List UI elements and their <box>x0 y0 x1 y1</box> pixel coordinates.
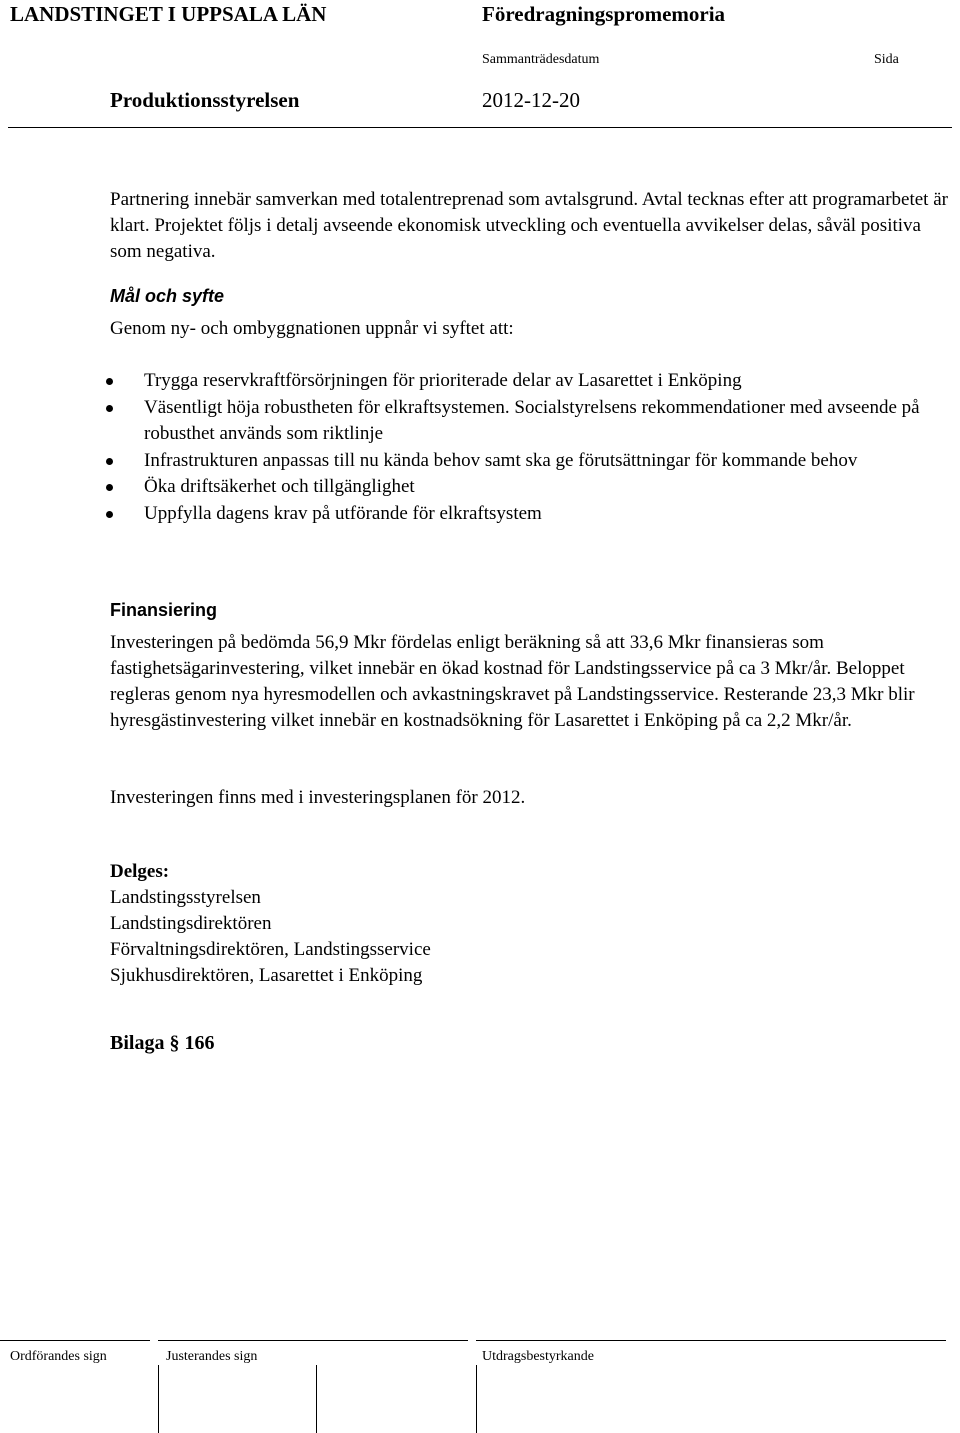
list-item <box>110 501 930 528</box>
page-label: Sida <box>874 52 899 67</box>
finance-heading: Finansiering <box>110 600 218 620</box>
footer-rule-adjuster <box>158 1340 468 1341</box>
footer-divider <box>316 1365 317 1433</box>
meeting-date-label: Sammanträdesdatum <box>482 52 600 67</box>
list-item-text: Öka driftsäkerhet och tillgänglighet <box>144 476 415 497</box>
extract-certifier-label: Utdragsbestyrkande <box>482 1349 594 1364</box>
meeting-date: 2012-12-20 <box>482 88 580 112</box>
bullet-icon <box>106 378 113 385</box>
footer-rule-chair <box>0 1340 150 1341</box>
list-item <box>110 395 930 448</box>
plan-text: Investeringen finns med i investeringsplanen för 2012. <box>110 787 526 808</box>
list-item <box>110 368 930 395</box>
goals-lead-paragraph <box>110 316 950 342</box>
bullet-icon <box>106 511 113 518</box>
adjuster-sign-label: Justerandes sign <box>166 1349 258 1364</box>
footer-rule-extract <box>476 1340 946 1341</box>
distribution-item: Landstingsstyrelsen <box>110 887 261 908</box>
attachment-reference: Bilaga § 166 <box>110 1032 215 1054</box>
chair-sign-label: Ordförandes sign <box>10 1349 107 1364</box>
distribution-item: Förvaltningsdirektören, Landstingsservice <box>110 939 431 960</box>
list-item-text: Trygga reservkraftförsörjningen för prioriterade delar av Lasarettet i Enköping <box>144 370 742 391</box>
document-type: Föredragningspromemoria <box>482 2 726 26</box>
header-divider <box>8 127 952 128</box>
list-item-text: Väsentligt höja robustheten för elkraftsystemen. Socialstyrelsens rekommendationer med avseende på robusthet används som riktlinje <box>144 396 920 444</box>
footer-divider <box>158 1365 159 1433</box>
list-item <box>110 474 930 501</box>
goals-list <box>110 368 930 527</box>
distribution-block <box>110 859 431 989</box>
bullet-icon <box>106 458 113 465</box>
bullet-icon <box>106 405 113 412</box>
list-item-text: Uppfylla dagens krav på utförande för elkraftsystem <box>144 502 542 524</box>
distribution-label: Delges: <box>110 861 170 882</box>
finance-paragraph <box>110 630 950 734</box>
list-item-text: Infrastrukturen anpassas till nu kända behov samt ska ge förutsättningar för kommande behov <box>144 449 858 471</box>
distribution-item: Sjukhusdirektören, Lasarettet i Enköping <box>110 965 423 986</box>
finance-text: Investeringen på bedömda 56,9 Mkr fördelas enligt beräkning så att 33,6 Mkr finansieras som fastighetsägarinvestering, vilket innebär en ökad kostnad för Landstingsservice på ca 3 Mkr/år. Beloppet regleras genom nya hyresmodellen och avkastningskravet på Landstingsservice. Resterande 23,3 Mkr blir hyresgästinvestering vilket innebär en kostnadsökning för Lasarettet i Enköping på ca 2,2 Mkr/år. <box>110 632 915 731</box>
organization-name: LANDSTINGET I UPPSALA LÄN <box>10 2 327 26</box>
footer-divider <box>476 1365 477 1433</box>
plan-paragraph <box>110 785 950 811</box>
goals-lead-text: Genom ny- och ombyggnationen uppnår vi syftet att: <box>110 318 514 339</box>
intro-paragraph <box>110 187 950 265</box>
list-item <box>110 448 930 475</box>
bullet-icon <box>106 484 113 491</box>
intro-text: Partnering innebär samverkan med totalentreprenad som avtalsgrund. Avtal tecknas efter att programarbetet är klart. Projektet följs i detalj avseende ekonomisk utveckling och eventuella avvikelser delas, såväl positiva som negativa. <box>110 189 948 262</box>
distribution-item: Landstingsdirektören <box>110 913 272 934</box>
board-name: Produktionsstyrelsen <box>110 88 300 112</box>
goals-heading: Mål och syfte <box>110 286 225 306</box>
